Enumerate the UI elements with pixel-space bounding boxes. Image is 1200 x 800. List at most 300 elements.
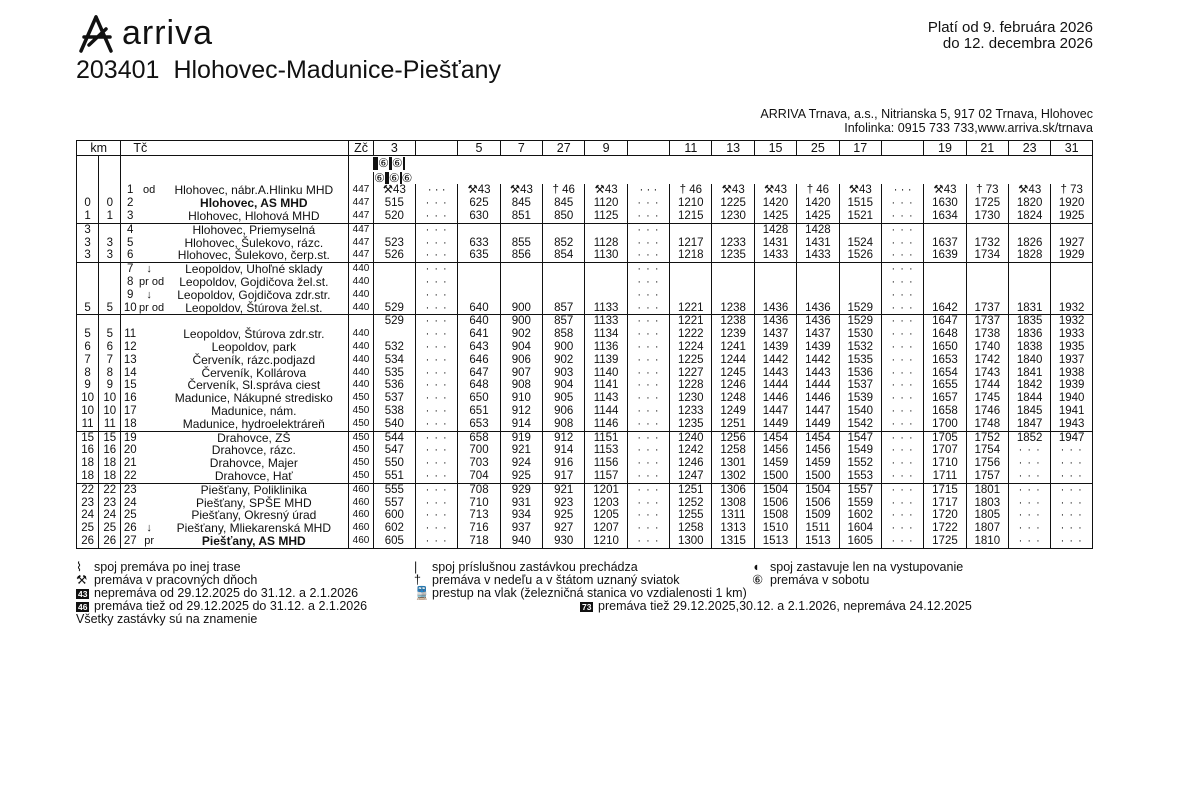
departure-time: 1249 (712, 405, 754, 418)
km-distance: 5 (77, 328, 99, 341)
departure-time (373, 223, 415, 236)
stop-flag (139, 483, 159, 496)
stop-flag: pr (144, 534, 155, 547)
km-distance: 24 (77, 509, 99, 522)
departure-time: 1207 (585, 522, 627, 535)
departure-time: 1425 (797, 210, 839, 223)
code-73-icon: 73 (582, 601, 592, 612)
km-distance: 7 (77, 354, 99, 367)
departure-time: 605 (373, 535, 415, 548)
departure-time (1009, 276, 1051, 289)
departure-time: 1456 (754, 444, 796, 457)
departure-time: 1852 (1009, 431, 1051, 444)
departure-time: 1513 (754, 535, 796, 548)
departure-time: · · · (415, 315, 457, 328)
departure-time: 902 (543, 354, 585, 367)
departure-time: 1139 (585, 354, 627, 367)
departure-time: 1141 (585, 379, 627, 392)
stop-name-text: Hlohovec, nábr.A.Hlinku MHD (174, 183, 334, 198)
departure-time (966, 289, 1008, 302)
departure-time: 1658 (924, 405, 966, 418)
departure-time: · · · (1009, 444, 1051, 457)
stop-name-text: Drahovce, Majer (209, 456, 298, 471)
trip-mark: † 46 (797, 184, 839, 197)
departure-time: 1246 (670, 457, 712, 470)
departure-time: 1725 (966, 197, 1008, 210)
departure-time: 704 (458, 470, 500, 483)
departure-time: 1745 (966, 392, 1008, 405)
departure-time: 1144 (585, 405, 627, 418)
departure-time: 1130 (585, 249, 627, 262)
departure-time: 1722 (924, 522, 966, 535)
departure-time: 1443 (754, 367, 796, 380)
stop-name-text: Drahovce, ZŠ (217, 430, 291, 445)
departure-time: 551 (373, 470, 415, 483)
departure-time: · · · (415, 535, 457, 548)
zone-number: 460 (349, 483, 373, 496)
blank (121, 156, 139, 185)
departure-time: 1428 (797, 223, 839, 236)
tc-header: Tč (121, 141, 159, 156)
departure-time: 1251 (670, 483, 712, 496)
timetable-row (77, 263, 1093, 276)
departure-time (585, 276, 627, 289)
departure-time: 855 (500, 237, 542, 250)
departure-time: · · · (881, 210, 923, 223)
departure-time: 555 (373, 483, 415, 496)
departure-time: 1308 (712, 497, 754, 510)
stop-number: 16 (121, 392, 139, 405)
departure-time: · · · (627, 418, 669, 431)
trip-number: 7 (500, 141, 542, 156)
stop-name-text: Leopoldov, Gojdičova zdr.str. (177, 287, 331, 302)
departure-time: 1449 (797, 418, 839, 431)
stop-number: 11 (121, 328, 139, 341)
departure-time: 1831 (1009, 302, 1051, 315)
departure-time: 550 (373, 457, 415, 470)
stop-name-text: Piešťany, Okresný úrad (191, 508, 317, 523)
departure-time: · · · (415, 210, 457, 223)
departure-time: 906 (543, 405, 585, 418)
zone-number: 450 (349, 470, 373, 483)
departure-time (458, 223, 500, 236)
departure-time (1051, 289, 1093, 302)
departure-time: · · · (627, 457, 669, 470)
trip-mark: ⚒43 (458, 184, 500, 197)
trip-mark: ⚒43 (500, 184, 542, 197)
trip-mark: · · · (415, 184, 457, 197)
departure-time: 845 (543, 197, 585, 210)
departure-time: 1221 (670, 315, 712, 328)
departure-time: 537 (373, 392, 415, 405)
zc-header: Zč (349, 141, 373, 156)
stop-flag (139, 367, 159, 380)
stop-number: 25 (121, 509, 139, 522)
departure-time (1009, 263, 1051, 276)
departure-time: 907 (500, 367, 542, 380)
stop-name-text: Hlohovec, Hlohová MHD (188, 209, 320, 224)
departure-time: 1700 (924, 418, 966, 431)
km-distance: 18 (77, 457, 99, 470)
km-distance: 9 (99, 379, 121, 392)
departure-time: 1705 (924, 431, 966, 444)
stop-flag: ↓ (146, 288, 152, 301)
departure-time: 1446 (797, 392, 839, 405)
departure-time: 1447 (797, 405, 839, 418)
stop-flag (139, 379, 159, 392)
departure-time: 1937 (1051, 354, 1093, 367)
trip-number: 19 (924, 141, 966, 156)
departure-time: 931 (500, 497, 542, 510)
departure-time: · · · (415, 509, 457, 522)
trip-number: 21 (966, 141, 1008, 156)
departure-time: 1547 (839, 431, 881, 444)
departure-time (712, 223, 754, 236)
stop-flag (139, 328, 159, 341)
stop-name (159, 535, 349, 548)
zone-number (349, 315, 373, 328)
departure-time: 1509 (797, 509, 839, 522)
departure-time: 851 (500, 210, 542, 223)
departure-time: 1238 (712, 302, 754, 315)
km-distance: 1 (77, 210, 99, 223)
departure-time: 900 (500, 315, 542, 328)
departure-time: 1711 (924, 470, 966, 483)
departure-time (373, 289, 415, 302)
departure-time: 1258 (670, 522, 712, 535)
departure-time: · · · (627, 223, 669, 236)
stop-number (121, 315, 139, 328)
blank (99, 156, 121, 185)
departure-time (839, 289, 881, 302)
departure-time (670, 289, 712, 302)
departure-time: 523 (373, 237, 415, 250)
departure-time: 1442 (754, 354, 796, 367)
logo-text: arriva (122, 14, 214, 52)
departure-time: 1222 (670, 328, 712, 341)
name-header (159, 141, 349, 156)
departure-time: 648 (458, 379, 500, 392)
departure-time: 1535 (839, 354, 881, 367)
departure-time: 1444 (797, 379, 839, 392)
stop-name-text: Piešťany, Mliekarenská MHD (176, 521, 331, 536)
trip-mark: ⚒43 (754, 184, 796, 197)
timetable-row (77, 535, 1093, 548)
departure-time (754, 263, 796, 276)
departure-time (712, 289, 754, 302)
zone-number: 440 (349, 367, 373, 380)
cross-icon: † (414, 573, 421, 587)
blank (139, 156, 159, 185)
legend-item: | spoj príslušnou zastávkou prechádza (414, 560, 638, 574)
departure-time: 921 (543, 483, 585, 496)
departure-time (373, 328, 415, 341)
departure-time: 1125 (585, 210, 627, 223)
stop-number: 15 (121, 379, 139, 392)
departure-time (966, 263, 1008, 276)
departure-time: 1420 (754, 197, 796, 210)
departure-time: 1725 (924, 535, 966, 548)
departure-time: 1737 (966, 302, 1008, 315)
km-distance (77, 184, 99, 197)
km-distance: 15 (77, 431, 99, 444)
km-distance: 9 (77, 379, 99, 392)
zone-number: 450 (349, 418, 373, 431)
stop-name-text: Leopoldov, park (211, 340, 297, 354)
departure-time: · · · (881, 354, 923, 367)
departure-time: 1143 (585, 392, 627, 405)
departure-time: 1529 (839, 302, 881, 315)
departure-time: 1947 (1051, 431, 1093, 444)
stop-flag (139, 457, 159, 470)
km-distance: 3 (99, 249, 121, 262)
departure-time: 1140 (585, 367, 627, 380)
departure-time: · · · (415, 249, 457, 262)
departure-time: 1807 (966, 522, 1008, 535)
departure-time: · · · (415, 483, 457, 496)
departure-time: 557 (373, 497, 415, 510)
zone-number: 440 (349, 276, 373, 289)
departure-time: 1742 (966, 354, 1008, 367)
stop-flag (139, 197, 159, 210)
departure-time: · · · (1051, 509, 1093, 522)
departure-time: · · · (627, 497, 669, 510)
stop-number: 23 (121, 483, 139, 496)
departure-time: · · · (415, 223, 457, 236)
departure-time: 1436 (754, 302, 796, 315)
departure-time: 1133 (585, 315, 627, 328)
km-distance: 16 (77, 444, 99, 457)
trip-number: 23 (1009, 141, 1051, 156)
zone-number: 447 (349, 237, 373, 250)
departure-time: 1530 (839, 328, 881, 341)
departure-time (839, 263, 881, 276)
departure-time: 600 (373, 509, 415, 522)
stop-name (159, 223, 349, 236)
validity-from: Platí od 9. februára 2026 (927, 19, 1093, 36)
departure-time: 1240 (670, 431, 712, 444)
departure-time (1009, 289, 1051, 302)
departure-time: 1542 (839, 418, 881, 431)
trip-number: 31 (1051, 141, 1093, 156)
departure-time: · · · (627, 509, 669, 522)
stop-number: 10 (121, 302, 139, 315)
stop-number: 17 (121, 405, 139, 418)
page-title (76, 56, 501, 85)
km-distance: 1 (99, 210, 121, 223)
stop-flag (139, 418, 159, 431)
departure-time (585, 263, 627, 276)
departure-time: 1439 (797, 341, 839, 354)
route-name: Hlohovec-Madunice-Piešťany (173, 56, 502, 84)
departure-time: 902 (500, 328, 542, 341)
departure-time: · · · (1009, 497, 1051, 510)
km-header: km (77, 141, 121, 156)
departure-time (1051, 223, 1093, 236)
stop-name-text: Piešťany, AS MHD (201, 533, 306, 548)
departure-time: 1133 (585, 302, 627, 315)
departure-time: 700 (458, 444, 500, 457)
departure-time: · · · (881, 392, 923, 405)
departure-time: 1508 (754, 509, 796, 522)
departure-time: · · · (627, 341, 669, 354)
departure-time: 925 (500, 470, 542, 483)
trip-number: 9 (585, 141, 627, 156)
departure-time: 1301 (712, 457, 754, 470)
stop-number: 20 (121, 444, 139, 457)
departure-time: 854 (543, 249, 585, 262)
departure-time: 1559 (839, 497, 881, 510)
departure-time: 1459 (754, 457, 796, 470)
km-distance: 6 (99, 341, 121, 354)
timetable-row (77, 483, 1093, 496)
departure-time (500, 289, 542, 302)
trip-number: 3 (373, 141, 415, 156)
stop-number: 24 (121, 497, 139, 510)
departure-time: 1932 (1051, 315, 1093, 328)
departure-time: · · · (415, 418, 457, 431)
departure-time: · · · (881, 497, 923, 510)
departure-time: 1752 (966, 431, 1008, 444)
departure-time: 1634 (924, 210, 966, 223)
zone-number: 450 (349, 405, 373, 418)
departure-time: 1241 (712, 341, 754, 354)
departure-time: · · · (881, 535, 923, 548)
departure-time: 1506 (797, 497, 839, 510)
departure-time: 1935 (1051, 341, 1093, 354)
legend-item: ⌇ spoj premáva po inej trase (76, 560, 241, 574)
departure-time: 1228 (670, 379, 712, 392)
departure-time: 1840 (1009, 354, 1051, 367)
header-row (77, 141, 1093, 156)
departure-time: 850 (543, 210, 585, 223)
departure-time: 1239 (712, 328, 754, 341)
departure-time: 1801 (966, 483, 1008, 496)
stop-number: 1 (121, 184, 139, 197)
departure-time: · · · (881, 289, 923, 302)
departure-time: 852 (543, 237, 585, 250)
km-distance: 22 (77, 483, 99, 496)
departure-time: 1710 (924, 457, 966, 470)
departure-time: 1436 (754, 315, 796, 328)
departure-time: 640 (458, 315, 500, 328)
stop-number: 4 (121, 223, 139, 236)
departure-time: 1938 (1051, 367, 1093, 380)
departure-time: 914 (500, 418, 542, 431)
departure-time: 927 (543, 522, 585, 535)
departure-time: 1454 (797, 431, 839, 444)
trip-number: 5 (458, 141, 500, 156)
hammers-icon: ⚒ (76, 573, 88, 587)
departure-time: · · · (627, 392, 669, 405)
legend-item: 73 premáva tiež 29.12.2025,30.12. a 2.1.2026, nepremáva 24.12.2025 (582, 599, 972, 613)
stop-number: 8 (121, 276, 139, 289)
departure-time: 536 (373, 379, 415, 392)
stop-flag: ↓ (139, 263, 159, 276)
validity-period (928, 20, 1093, 52)
departure-time: 529 (373, 302, 415, 315)
legend-note: Všetky zastávky sú na znamenie (76, 612, 258, 626)
departure-time: · · · (1009, 509, 1051, 522)
departure-time (839, 223, 881, 236)
departure-time: · · · (415, 392, 457, 405)
trip-number: 25 (797, 141, 839, 156)
departure-time: 647 (458, 367, 500, 380)
km-distance: 3 (99, 237, 121, 250)
departure-time: · · · (1051, 497, 1093, 510)
departure-time: · · · (881, 522, 923, 535)
departure-time (754, 276, 796, 289)
trip-mark: † 73 (1051, 184, 1093, 197)
departure-time: 1224 (670, 341, 712, 354)
departure-time: 1746 (966, 405, 1008, 418)
km-distance: 0 (99, 197, 121, 210)
departure-time: 1845 (1009, 405, 1051, 418)
blank (77, 156, 99, 185)
trip-mark: † 73 (966, 184, 1008, 197)
km-distance: 22 (99, 483, 121, 496)
departure-time (670, 223, 712, 236)
departure-time: 1932 (1051, 302, 1093, 315)
departure-time: 925 (543, 509, 585, 522)
blank (159, 156, 349, 185)
arriva-logo-icon (76, 15, 116, 53)
departure-time: 914 (543, 444, 585, 457)
legend-item: ◖ spoj zastavuje len na vystupovanie (752, 560, 964, 574)
departure-time: · · · (627, 470, 669, 483)
km-distance: 26 (99, 535, 121, 548)
stop-name-text: Piešťany, Poliklinika (200, 482, 307, 497)
departure-time: 643 (458, 341, 500, 354)
departure-time: · · · (627, 315, 669, 328)
stop-number: 2 (121, 197, 139, 210)
departure-time: 1510 (754, 522, 796, 535)
departure-time: 1153 (585, 444, 627, 457)
departure-time (797, 276, 839, 289)
departure-time: 1707 (924, 444, 966, 457)
stop-name-text: Madunice, Nákupné stredisko (174, 391, 333, 406)
departure-time: 905 (543, 392, 585, 405)
departure-time: 1433 (797, 249, 839, 262)
departure-time: 857 (543, 302, 585, 315)
departure-time: 651 (458, 405, 500, 418)
departure-time: · · · (881, 328, 923, 341)
stop-flag (139, 223, 159, 236)
stop-number: 3 (121, 210, 139, 223)
stop-flag (139, 315, 159, 328)
departure-time: · · · (1051, 483, 1093, 496)
stop-name-text: Drahovce, rázc. (211, 443, 296, 458)
half-moon-icon: ◖ (752, 560, 760, 574)
legend-item: 46 premáva tiež od 29.12.2025 do 31.12. a 2.1.2026 (78, 599, 368, 613)
departure-time: 904 (500, 341, 542, 354)
departure-time: · · · (881, 197, 923, 210)
departure-time: · · · (1051, 457, 1093, 470)
stop-number: 27 (121, 535, 139, 548)
departure-time: 1136 (585, 341, 627, 354)
departure-time: 529 (373, 315, 415, 328)
departure-time: 1740 (966, 341, 1008, 354)
blank (349, 156, 373, 185)
departure-time: 923 (543, 497, 585, 510)
departure-time: 1251 (712, 418, 754, 431)
departure-time: 538 (373, 405, 415, 418)
departure-time: 1225 (712, 197, 754, 210)
stop-number: 21 (121, 457, 139, 470)
departure-time: · · · (881, 302, 923, 315)
departure-time: 1835 (1009, 315, 1051, 328)
departure-time: · · · (1051, 470, 1093, 483)
